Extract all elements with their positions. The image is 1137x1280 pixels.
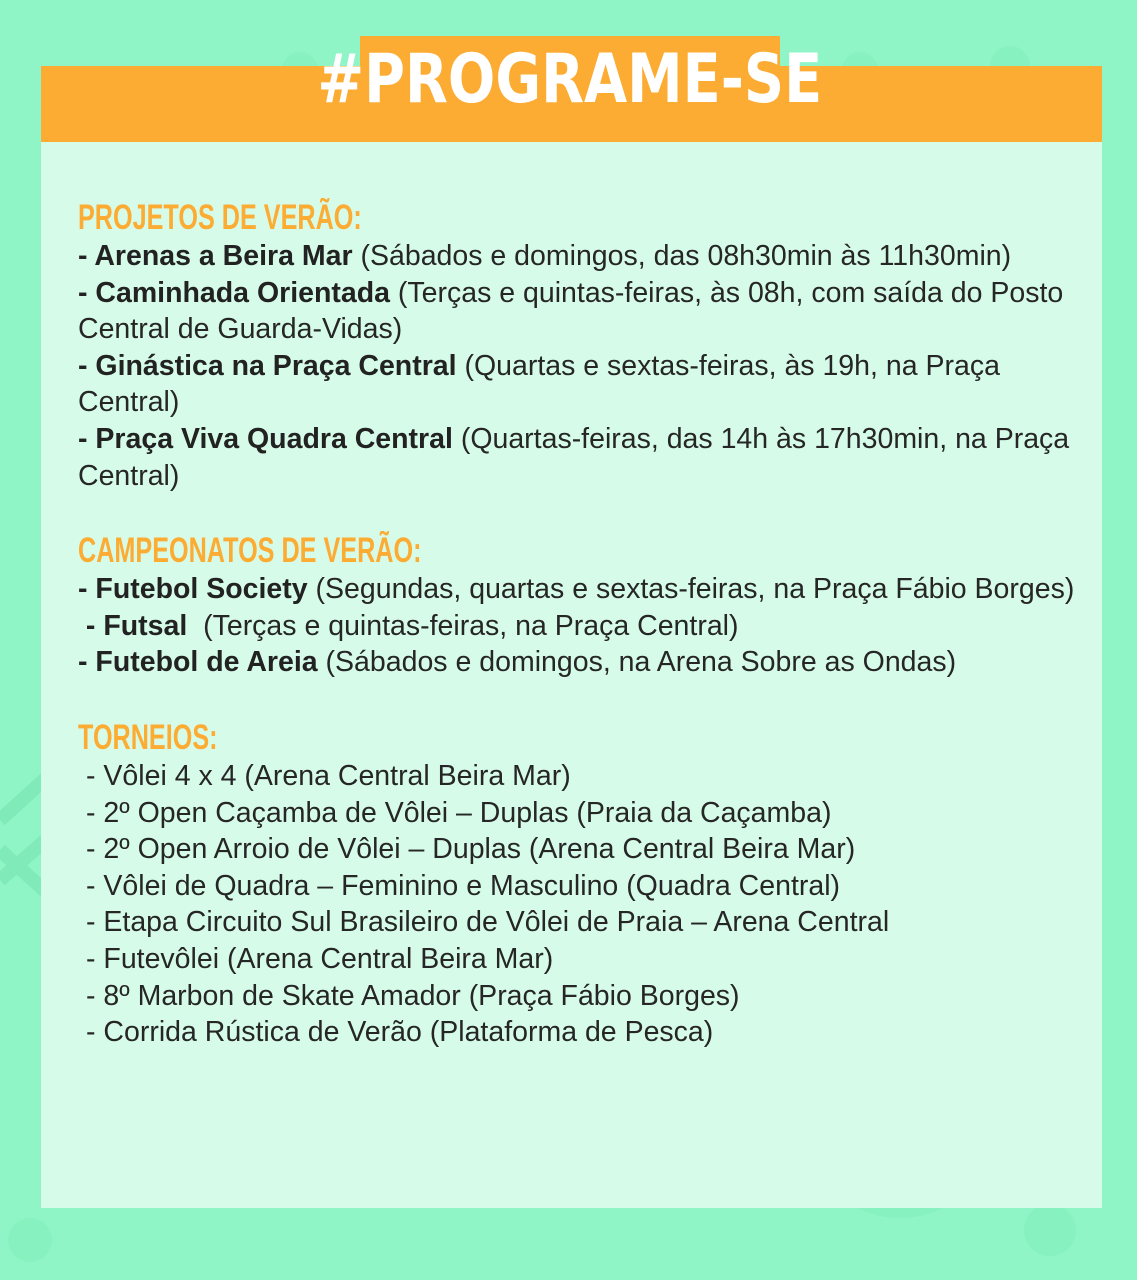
list-item: - Vôlei 4 x 4 (Arena Central Beira Mar): [86, 759, 571, 792]
item-details: (Quartas-feiras, das 14h às 17h30min, na Praça Central): [78, 422, 1070, 492]
list-item: [78, 238, 1078, 275]
list-item: - 2º Open Arroio de Vôlei – Duplas (Arena Central Beira Mar): [86, 833, 856, 866]
list-item: [78, 571, 1078, 608]
list-item: - Corrida Rústica de Verão (Plataforma de Pesca): [86, 1016, 714, 1049]
page-title: #PROGRAME-SE: [317, 39, 823, 119]
item-details: (Terças e quintas-feiras, na Praça Central): [187, 609, 739, 642]
item-title: - Arenas a Beira Mar: [78, 240, 353, 272]
section-heading-campeonatos: CAMPEONATOS DE VERÃO:: [78, 531, 422, 571]
schedule-content: [78, 198, 1078, 1051]
list-item: [78, 644, 1078, 681]
item-details: (Quartas e sextas-feiras, às 19h, na Praça Central): [78, 349, 1000, 419]
list-item: - 2º Open Caçamba de Vôlei – Duplas (Praia da Caçamba): [86, 796, 832, 829]
item-title: - Futsal: [78, 609, 188, 642]
item-details: (Segundas, quartas e sextas-feiras, na Praça Fábio Borges): [307, 573, 1075, 606]
item-title: - Ginástica na Praça Central: [78, 349, 457, 382]
list-item: [78, 608, 1078, 645]
item-title: - Praça Viva Quadra Central: [78, 422, 453, 455]
item-details: (Terças e quintas-feiras, às 08h, com saída do Posto Central de Guarda-Vidas): [78, 276, 1064, 346]
title-box: [317, 36, 823, 122]
item-details: (Sábados e domingos, das 08h30min às 11h30min): [352, 240, 1012, 272]
list-item: - Etapa Circuito Sul Brasileiro de Vôlei de Praia – Arena Central: [86, 906, 890, 939]
section-heading-projetos: PROJETOS DE VERÃO:: [78, 198, 362, 237]
list-item: [78, 421, 1078, 494]
item-details: (Sábados e domingos, na Arena Sobre as Ondas): [317, 646, 957, 679]
list-item: [78, 275, 1078, 348]
list-item: - Futevôlei (Arena Central Beira Mar): [86, 942, 554, 975]
item-title: - Futebol Society: [78, 573, 308, 606]
list-item: - 8º Marbon de Skate Amador (Praça Fábio Borges): [86, 979, 740, 1012]
item-title: - Caminhada Orientada: [78, 276, 390, 309]
item-title: - Futebol de Areia: [78, 646, 318, 679]
list-item: [78, 348, 1078, 421]
list-item: - Vôlei de Quadra – Feminino e Masculino (Quadra Central): [86, 869, 841, 902]
section-heading-torneios: TORNEIOS:: [78, 717, 218, 757]
